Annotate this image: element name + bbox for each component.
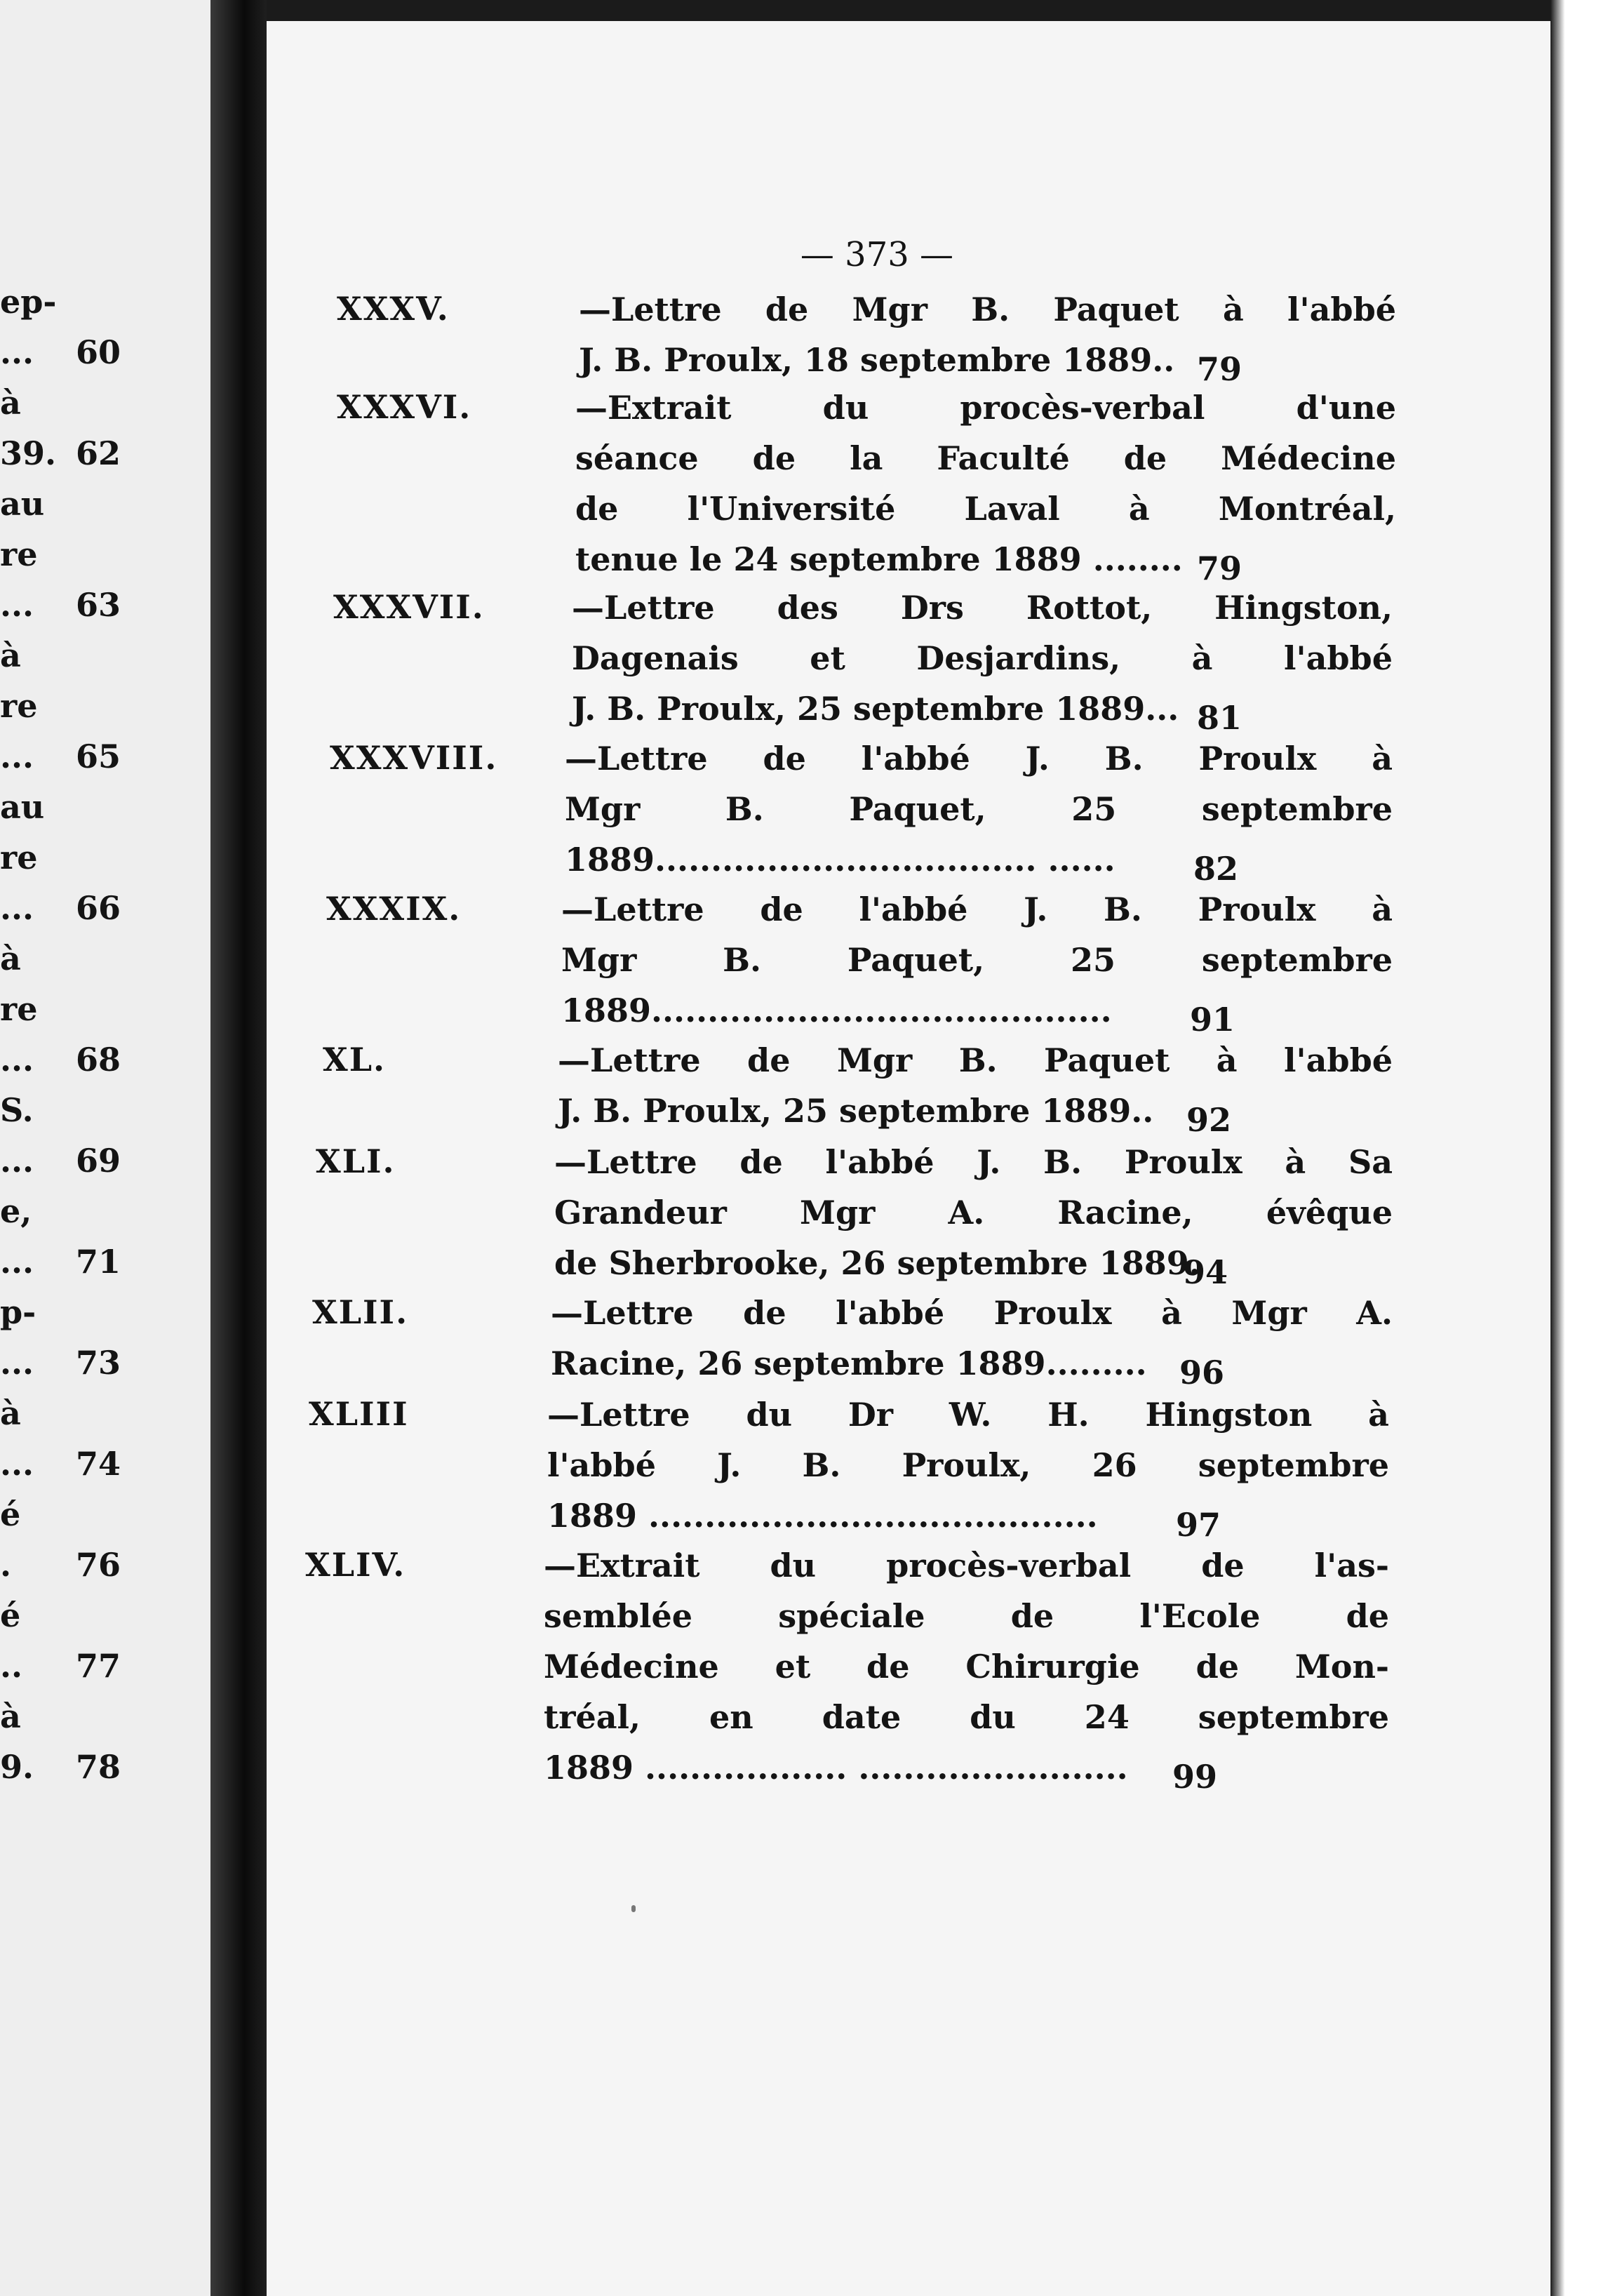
left-page-line-text: p-: [0, 1293, 36, 1331]
toc-entry-line: —Lettre de Mgr B. Paquet à l'abbé: [579, 291, 1396, 328]
left-page-line: [0, 1187, 203, 1236]
toc-entry-number: XLIV.: [305, 1546, 406, 1584]
left-page-line: [0, 681, 203, 730]
left-page-line: [0, 782, 203, 832]
left-page-line-text: é: [0, 1596, 21, 1634]
left-page-line-text: ...: [0, 1344, 34, 1382]
left-page-line-page: 71: [75, 1243, 121, 1281]
left-page-line: [0, 631, 203, 680]
left-page-line: [0, 429, 203, 478]
left-page-line: [0, 1692, 203, 1741]
left-page-line-text: re: [0, 839, 38, 876]
toc-entry-line: séance de la Faculté de Médecine: [575, 439, 1396, 477]
toc-entry-text: [554, 1137, 1393, 1288]
toc-entry-line: —Lettre de l'abbé J. B. Proulx à: [561, 890, 1393, 928]
toc-entry-number: XLI.: [316, 1142, 396, 1180]
left-page-line-page: 77: [75, 1647, 121, 1685]
left-page-line-text: au: [0, 485, 45, 523]
toc-entry-line: —Lettre de Mgr B. Paquet à l'abbé: [558, 1041, 1393, 1079]
left-page-line: [0, 1439, 203, 1488]
toc-entry-line: Médecine et de Chirurgie de Mon-: [544, 1648, 1389, 1686]
left-page-line-page: 69: [75, 1142, 121, 1180]
left-page-line-text: é: [0, 1495, 21, 1533]
toc-entry-line: Mgr B. Paquet, 25 septembre: [565, 790, 1393, 828]
left-page-line-text: ...: [0, 1445, 34, 1483]
paper-speck: [631, 1905, 636, 1912]
left-page-line-text: ...: [0, 1243, 34, 1281]
toc-entry-line: J. B. Proulx, 25 septembre 1889...: [572, 690, 1179, 728]
toc-entry-line: l'abbé J. B. Proulx, 26 septembre: [547, 1446, 1389, 1484]
toc-entry-page: 96: [1179, 1354, 1224, 1391]
left-page-line: [0, 1237, 203, 1286]
book-gutter: [210, 0, 267, 2296]
left-page-line-page: 62: [75, 434, 121, 472]
toc-entry-text: [547, 1389, 1389, 1541]
toc-entry-text: [575, 382, 1396, 585]
left-page-line: [0, 1136, 203, 1185]
toc-entry-text: [558, 1035, 1393, 1136]
toc-entry-line: —Lettre des Drs Rottot, Hingston,: [572, 589, 1393, 627]
toc-entry-line: —Extrait du procès-verbal d'une: [575, 389, 1396, 427]
left-page-line-text: e,: [0, 1192, 32, 1230]
page-edge: [1550, 0, 1608, 2296]
toc-entry-line: de l'Université Laval à Montréal,: [575, 490, 1396, 528]
left-page-line-page: 66: [75, 889, 121, 927]
left-page-line-text: ...: [0, 1041, 34, 1079]
toc-entry-line: —Extrait du procès-verbal de l'as-: [544, 1547, 1389, 1584]
left-page-line-text: à: [0, 1697, 21, 1735]
left-page-line-text: ...: [0, 1142, 34, 1180]
left-page-line-text: à: [0, 940, 21, 977]
toc-entry-number: XLII.: [312, 1293, 409, 1331]
left-page-line: [0, 1086, 203, 1135]
toc-entry-text: [579, 284, 1396, 385]
toc-entry-line: de Sherbrooke, 26 septembre 1889.: [554, 1244, 1200, 1282]
toc-entry-line: Mgr B. Paquet, 25 septembre: [561, 941, 1393, 979]
left-page-line-text: 9.: [0, 1748, 34, 1786]
toc-entry-line: semblée spéciale de l'Ecole de: [544, 1597, 1389, 1635]
left-page-line: [0, 1490, 203, 1539]
toc-entry-text: [544, 1540, 1389, 1793]
toc-entry-number: XXXVIII.: [330, 739, 498, 777]
left-page-line: [0, 378, 203, 427]
toc-entry-line: 1889 .................. ........................: [544, 1749, 1128, 1787]
left-page-line-page: 78: [75, 1748, 121, 1786]
left-page-line-page: 60: [75, 333, 121, 371]
toc-entry-line: —Lettre de l'abbé Proulx à Mgr A.: [551, 1294, 1393, 1332]
page-number: — 373 —: [800, 235, 954, 274]
left-page-line-page: 63: [75, 586, 121, 624]
toc-entry-number: XXXVI.: [337, 388, 472, 426]
toc-entry-page: 91: [1189, 1001, 1235, 1039]
left-page-line: [0, 580, 203, 629]
toc-entry-page: 94: [1182, 1253, 1228, 1291]
toc-entry-number: XXXVII.: [333, 588, 485, 626]
left-page-line: [0, 1641, 203, 1690]
left-page-line: [0, 1540, 203, 1589]
left-page-line: [0, 1742, 203, 1791]
left-page-line: [0, 1035, 203, 1084]
left-page-line-text: 39.: [0, 434, 57, 472]
toc-entry-number: XLIII: [309, 1395, 409, 1433]
left-page-line-page: 68: [75, 1041, 121, 1079]
left-page-line: [0, 479, 203, 528]
left-page-line: [0, 1338, 203, 1387]
left-page-line: [0, 732, 203, 781]
toc-entry-line: J. B. Proulx, 25 septembre 1889..: [558, 1092, 1154, 1130]
left-page-line: [0, 985, 203, 1034]
left-page-line: [0, 1288, 203, 1337]
left-page-line-page: 76: [75, 1546, 121, 1584]
toc-entry-text: [561, 884, 1393, 1036]
left-page-line-text: re: [0, 535, 38, 573]
toc-entry-line: —Lettre de l'abbé J. B. Proulx à: [565, 740, 1393, 777]
left-page-line: [0, 883, 203, 933]
toc-entry-number: XXXV.: [337, 290, 450, 328]
toc-entry-line: 1889.........................................: [561, 992, 1112, 1029]
left-page-line-text: ..: [0, 1647, 23, 1685]
left-page-line-text: ...: [0, 889, 34, 927]
left-page-line-text: ep-: [0, 283, 57, 321]
left-page-line-text: à: [0, 384, 21, 422]
toc-entry-line: —Lettre de l'abbé J. B. Proulx à Sa: [554, 1143, 1393, 1181]
toc-entry-line: tenue le 24 septembre 1889 ........: [575, 540, 1183, 578]
toc-entry-page: 99: [1172, 1758, 1217, 1796]
toc-entry-line: Dagenais et Desjardins, à l'abbé: [572, 639, 1393, 677]
left-page-line: [0, 1389, 203, 1438]
toc-entry-number: XL.: [323, 1041, 387, 1079]
toc-entry-line: Grandeur Mgr A. Racine, évêque: [554, 1194, 1393, 1232]
left-page-line-text: re: [0, 687, 38, 725]
toc-entry-page: 81: [1196, 699, 1242, 737]
toc-entry-line: 1889.................................. ......: [565, 841, 1115, 879]
left-page-line-page: 74: [75, 1445, 121, 1483]
left-page-line-page: 73: [75, 1344, 121, 1382]
toc-entry-number: XXXIX.: [326, 890, 462, 928]
toc-entry-line: tréal, en date du 24 septembre: [544, 1698, 1389, 1736]
left-page-line-text: ...: [0, 737, 34, 775]
toc-entry-line: 1889 ........................................: [547, 1497, 1098, 1535]
left-page-line: [0, 530, 203, 579]
left-page-line-text: S.: [0, 1091, 34, 1129]
toc-entry-text: [572, 582, 1393, 734]
left-page-line-page: 65: [75, 737, 121, 775]
left-page-line-text: re: [0, 990, 38, 1028]
left-page-line-text: ...: [0, 333, 34, 371]
left-page-line: [0, 277, 203, 326]
toc-entry-page: 79: [1196, 350, 1242, 388]
toc-entry-text: [565, 733, 1393, 885]
toc-entry-page: 92: [1186, 1101, 1231, 1139]
left-page-line-text: à: [0, 1394, 21, 1432]
toc-entry-line: Racine, 26 septembre 1889.........: [551, 1344, 1147, 1382]
book-page: [267, 21, 1550, 2296]
left-page-line: [0, 934, 203, 983]
toc-entry-page: 79: [1196, 549, 1242, 587]
toc-entry-page: 97: [1175, 1506, 1221, 1544]
left-page-line: [0, 328, 203, 377]
toc-entry-line: J. B. Proulx, 18 septembre 1889..: [579, 341, 1175, 379]
left-page-line-text: ...: [0, 586, 34, 624]
left-page-line: [0, 1591, 203, 1640]
toc-entry-line: —Lettre du Dr W. H. Hingston à: [547, 1396, 1389, 1434]
left-page-line-text: au: [0, 788, 45, 826]
left-page-line-text: .: [0, 1546, 12, 1584]
previous-page-strip: [0, 0, 210, 2296]
left-page-line: [0, 833, 203, 882]
toc-entry-page: 82: [1193, 850, 1238, 888]
left-page-line-text: à: [0, 636, 21, 674]
toc-entry-text: [551, 1288, 1393, 1389]
